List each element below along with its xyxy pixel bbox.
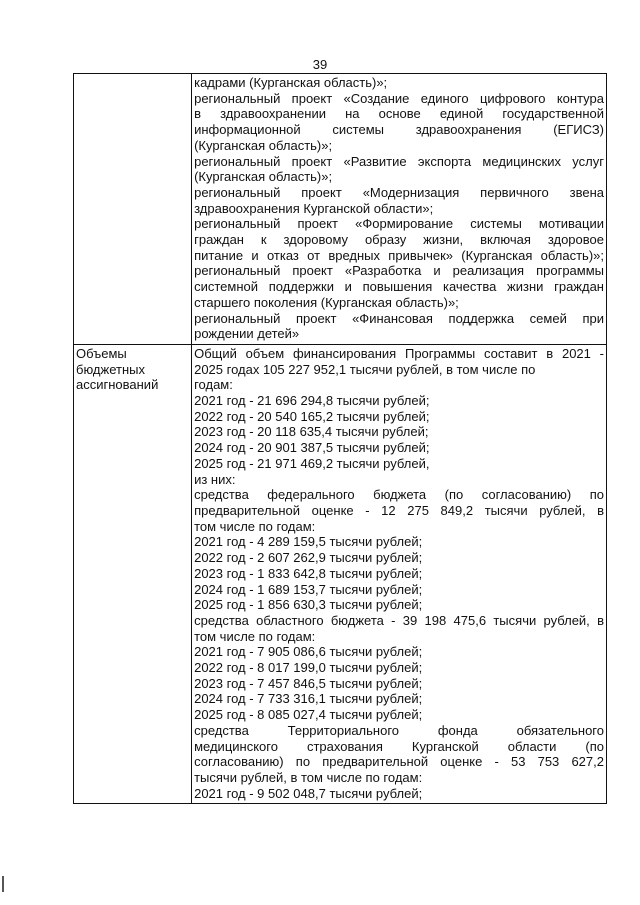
- row-text-line: 2024 год - 20 901 387,5 тысячи рублей;: [194, 440, 430, 456]
- row-text-line: питание и отказ от вредных привычек» (Курганская область)»;: [194, 247, 604, 263]
- row-text-line: в здравоохранении на основе единой государственной: [194, 106, 604, 122]
- row-text-line: 2025 годах 105 227 952,1 тысячи рублей, в том числе по: [194, 361, 536, 377]
- row-label-cell: [74, 74, 192, 345]
- row-text-line: тысячи рублей, в том числе по годам:: [194, 769, 423, 785]
- row-text-line: 2022 год - 8 017 199,0 тысячи рублей;: [194, 660, 423, 676]
- row-text-line: старшего поколения (Курганская область)»;: [194, 294, 459, 310]
- row-text-line: 2024 год - 7 733 316,1 тысячи рублей;: [194, 691, 423, 707]
- row-text-line: 2025 год - 21 971 469,2 тысячи рублей,: [194, 455, 430, 471]
- row-text-line: 2022 год - 20 540 165,2 тысячи рублей;: [194, 408, 430, 424]
- row-text-line: граждан к здоровому образу жизни, включая здоровое: [194, 232, 604, 248]
- row-text-line: кадрами (Курганская область)»;: [194, 75, 388, 90]
- row-text-line: региональный проект «Модернизация первичного звена: [194, 184, 604, 200]
- scan-edge-mark: [2, 876, 4, 892]
- row-text-line: средства федерального бюджета (по согласованию) по: [194, 487, 604, 503]
- row-content-cell: [192, 74, 607, 345]
- row-text-line: 2025 год - 8 085 027,4 тысячи рублей;: [194, 707, 423, 723]
- row-text-line: согласованию) по предварительной оценке - 53 753 627,2: [194, 754, 604, 770]
- row-text-line: том числе по годам:: [194, 628, 316, 644]
- row-text-line: предварительной оценке - 12 275 849,2 тысячи рублей, в: [194, 502, 604, 518]
- row-label-cell: [74, 344, 192, 803]
- row-text-line: информационной системы здравоохранения (ЕГИСЗ): [194, 122, 604, 138]
- row-text-line: 2023 год - 20 118 635,4 тысячи рублей;: [194, 424, 429, 440]
- row-content-cell: [192, 344, 607, 803]
- row-text-line: региональный проект «Создание единого цифрового контура: [194, 90, 604, 106]
- row-label-line: ассигнований: [76, 377, 159, 393]
- row-text-line: региональный проект «Разработка и реализация программы: [194, 263, 604, 279]
- row-text-line: 2024 год - 1 689 153,7 тысячи рублей;: [194, 581, 423, 597]
- row-text-line: 2023 год - 7 457 846,5 тысячи рублей;: [194, 675, 423, 691]
- row-text-line: Общий объем финансирования Программы составит в 2021 -: [194, 345, 604, 361]
- row-text-line: 2021 год - 4 289 159,5 тысячи рублей;: [194, 534, 423, 550]
- row-text-line: региональный проект «Финансовая поддержка семей при: [194, 310, 604, 326]
- row-text-line: том числе по годам:: [194, 518, 316, 534]
- page-number: 39: [312, 57, 328, 72]
- row-text-line: (Курганская область)»;: [194, 137, 333, 153]
- row-text-line: средства Территориального фонда обязательного: [194, 722, 604, 738]
- row-text-line: региональный проект «Формирование системы мотивации: [194, 216, 604, 232]
- row-text-line: 2025 год - 1 856 630,3 тысячи рублей;: [194, 597, 423, 613]
- row-text-line: 2023 год - 1 833 642,8 тысячи рублей;: [194, 565, 423, 581]
- row-text-line: 2021 год - 21 696 294,8 тысячи рублей;: [194, 393, 430, 409]
- row-text-line: 2021 год - 9 502 048,7 тысячи рублей;: [194, 785, 423, 801]
- row-text-line: здравоохранения Курганской области»;: [194, 200, 434, 216]
- row-text-line: средства областного бюджета - 39 198 475,6 тысячи рублей, в: [194, 612, 604, 628]
- program-passport-table: [73, 73, 607, 804]
- row-text-line: годам:: [194, 377, 233, 393]
- row-text-line: из них:: [194, 471, 236, 487]
- table-row: [74, 74, 607, 345]
- row-text-line: рождении детей»: [194, 326, 300, 342]
- row-text-line: медицинского страхования Курганской области (по: [194, 738, 604, 754]
- row-label-line: бюджетных: [76, 361, 145, 377]
- row-text-line: системной поддержки и повышения качества жизни граждан: [194, 279, 604, 295]
- row-text-line: 2022 год - 2 607 262,9 тысячи рублей;: [194, 550, 423, 566]
- table-body: [74, 74, 607, 804]
- row-text-line: региональный проект «Развитие экспорта медицинских услуг: [194, 153, 604, 169]
- table-row: [74, 344, 607, 803]
- row-text-line: (Курганская область)»;: [194, 169, 333, 185]
- row-label-line: Объемы: [76, 345, 127, 361]
- row-text-line: 2021 год - 7 905 086,6 тысячи рублей;: [194, 644, 423, 660]
